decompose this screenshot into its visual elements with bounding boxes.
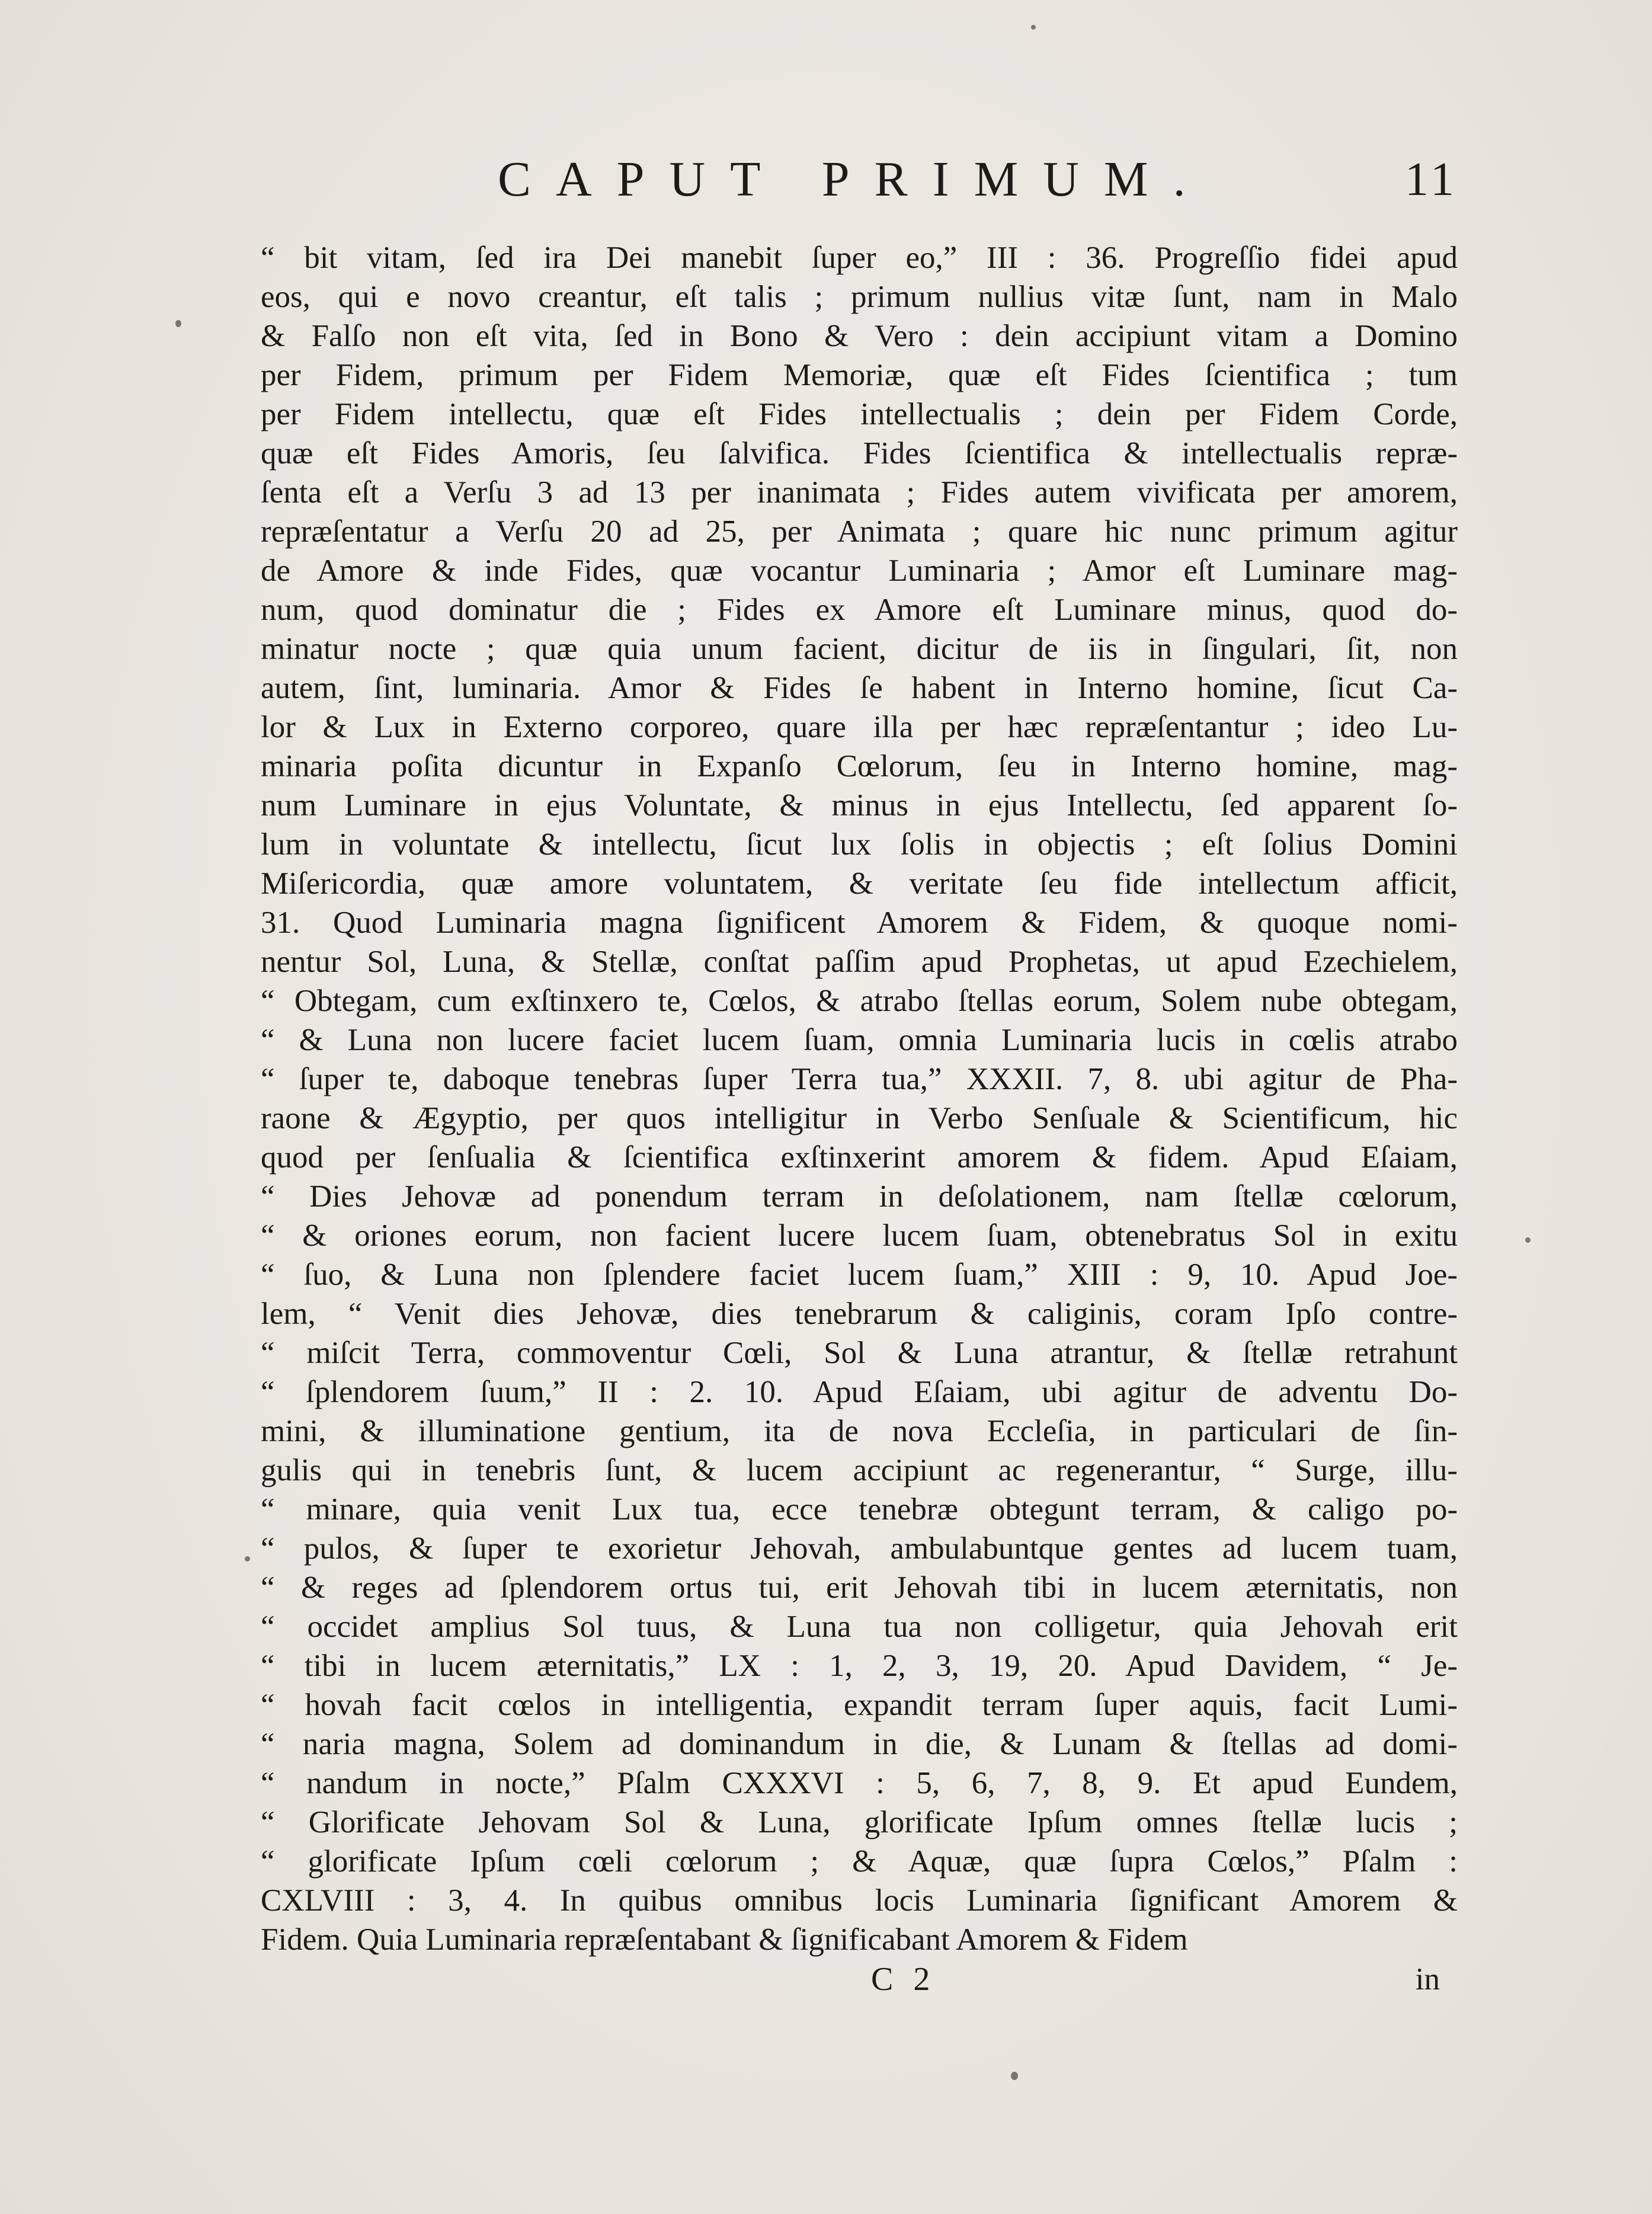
quote-line: “ hovah facit cœlos in intelligentia, expandit terram ſuper aquis, facit Lumi- <box>261 1688 1458 1722</box>
quote-line: “ nandum in nocte,” Pſalm CXXXVI : 5, 6, 7, 8, 9. Et apud Eundem, <box>261 1766 1458 1800</box>
quote-line: “ & Luna non lucere faciet lucem ſuam, omnia Luminaria lucis in cœlis atrabo <box>261 1023 1458 1057</box>
text-line: Fidem. Quia Luminaria repræſentabant & ſignificabant Amorem & Fidem <box>261 1922 1188 1957</box>
quote-line: “ ſplendorem ſuum,” II : 2. 10. Apud Eſaiam, ubi agitur de adventu Do- <box>261 1375 1458 1409</box>
running-title: CAPUT PRIMUM. <box>498 152 1211 207</box>
quote-line: “ occidet amplius Sol tuus, & Luna tua non colligetur, quia Jehovah erit <box>261 1610 1458 1644</box>
text-line: repræſentatur a Verſu 20 ad 25, per Animata ; quare hic nunc primum agitur <box>261 514 1458 549</box>
body-text <box>261 238 1458 1959</box>
text-line: lem, “ Venit dies Jehovæ, dies tenebrarum & caliginis, coram Ipſo contre- <box>261 1297 1458 1331</box>
text-line: mini, & illuminatione gentium, ita de nova Eccleſia, in particulari de ſin- <box>261 1414 1458 1448</box>
quote-line: “ Dies Jehovæ ad ponendum terram in deſolationem, nam ſtellæ cœlorum, <box>261 1179 1458 1214</box>
text-line: ſenta eſt a Verſu 3 ad 13 per inanimata ; Fides autem vivificata per amorem, <box>261 475 1458 510</box>
page-footer <box>261 1956 1458 2003</box>
page-header <box>261 147 1458 212</box>
text-line: minatur nocte ; quæ quia unum facient, dicitur de iis in ſingulari, ſit, non <box>261 632 1458 666</box>
quote-line: “ & oriones eorum, non facient lucere lucem ſuam, obtenebratus Sol in exitu <box>261 1218 1458 1253</box>
text-line: quæ eſt Fides Amoris, ſeu ſalvifica. Fides ſcientifica & intellectualis repræ- <box>261 436 1458 471</box>
text-line: raone & Ægyptio, per quos intelligitur in Verbo Senſuale & Scientificum, hic <box>261 1101 1458 1135</box>
page-number: 11 <box>1404 153 1458 206</box>
text-line: per Fidem intellectu, quæ eſt Fides intellectualis ; dein per Fidem Corde, <box>261 397 1458 431</box>
quote-line: “ Glorificate Jehovam Sol & Luna, glorificate Ipſum omnes ſtellæ lucis ; <box>261 1805 1458 1839</box>
text-line: num Luminare in ejus Voluntate, & minus in ejus Intellectu, ſed apparent ſo- <box>261 788 1458 823</box>
paper-speck <box>175 320 181 327</box>
quote-line: “ ſuper te, daboque tenebras ſuper Terra tua,” XXXII. 7, 8. ubi agitur de Pha- <box>261 1062 1458 1096</box>
paper-speck <box>1031 25 1036 30</box>
quote-line: “ ſuo, & Luna non ſplendere faciet lucem ſuam,” XIII : 9, 10. Apud Joe- <box>261 1258 1458 1292</box>
quote-line: “ & reges ad ſplendorem ortus tui, erit Jehovah tibi in lucem æternitatis, non <box>261 1570 1458 1605</box>
quote-line: “ glorificate Ipſum cœli cœlorum ; & Aquæ, quæ ſupra Cœlos,” Pſalm : <box>261 1844 1458 1879</box>
quote-line: “ pulos, & ſuper te exorietur Jehovah, ambulabuntque gentes ad lucem tuam, <box>261 1531 1458 1566</box>
quote-line: “ miſcit Terra, commoventur Cœli, Sol & Luna atrantur, & ſtellæ retrahunt <box>261 1336 1458 1370</box>
text-line: eos, qui e novo creantur, eſt talis ; primum nullius vitæ ſunt, nam in Malo <box>261 280 1458 314</box>
text-line: lum in voluntate & intellectu, ſicut lux ſolis in objectis ; eſt ſolius Domini <box>261 827 1458 862</box>
text-line: num, quod dominatur die ; Fides ex Amore eſt Luminare minus, quod do- <box>261 593 1458 627</box>
quote-line: “ Obtegam, cum exſtinxero te, Cœlos, & atrabo ſtellas eorum, Solem nube obtegam, <box>261 984 1458 1018</box>
text-line: per Fidem, primum per Fidem Memoriæ, quæ eſt Fides ſcientifica ; tum <box>261 358 1458 392</box>
text-line: nentur Sol, Luna, & Stellæ, conſtat paſſim apud Prophetas, ut apud Ezechielem, <box>261 945 1458 979</box>
quote-line: “ tibi in lucem æternitatis,” LX : 1, 2, 3, 19, 20. Apud Davidem, “ Je- <box>261 1649 1458 1683</box>
text-line: autem, ſint, luminaria. Amor & Fides ſe habent in Interno homine, ſicut Ca- <box>261 671 1458 705</box>
quote-line: “ naria magna, Solem ad dominandum in die, & Lunam & ſtellas ad domi- <box>261 1727 1458 1761</box>
paper-speck <box>245 1556 250 1562</box>
catchword: in <box>1415 1962 1440 1997</box>
text-line: “ bit vitam, ſed ira Dei manebit ſuper eo,” III : 36. Progreſſio fidei apud <box>261 241 1458 275</box>
text-line: Miſericordia, quæ amore voluntatem, & veritate ſeu fide intellectum afficit, <box>261 866 1458 901</box>
text-line: & Falſo non eſt vita, ſed in Bono & Vero : dein accipiunt vitam a Domino <box>261 319 1458 353</box>
text-line: gulis qui in tenebris ſunt, & lucem accipiunt ac regenerantur, “ Surge, illu- <box>261 1453 1458 1487</box>
paper-speck <box>1011 2072 1018 2080</box>
signature-mark: C 2 <box>871 1961 936 1998</box>
text-line: minaria poſita dicuntur in Expanſo Cœlorum, ſeu in Interno homine, mag- <box>261 749 1458 783</box>
quote-line: “ minare, quia venit Lux tua, ecce tenebræ obtegunt terram, & caligo po- <box>261 1492 1458 1527</box>
text-line: quod per ſenſualia & ſcientifica exſtinxerint amorem & fidem. Apud Eſaiam, <box>261 1140 1458 1175</box>
paragraph-start-line: 31. Quod Luminaria magna ſignificent Amorem & Fidem, & quoque nomi- <box>261 906 1458 940</box>
text-line: de Amore & inde Fides, quæ vocantur Luminaria ; Amor eſt Luminare mag- <box>261 554 1458 588</box>
paper-speck <box>1525 1237 1531 1243</box>
text-line: CXLVIII : 3, 4. In quibus omnibus locis Luminaria ſignificant Amorem & <box>261 1883 1458 1918</box>
text-line: lor & Lux in Externo corporeo, quare illa per hæc repræſentantur ; ideo Lu- <box>261 710 1458 744</box>
